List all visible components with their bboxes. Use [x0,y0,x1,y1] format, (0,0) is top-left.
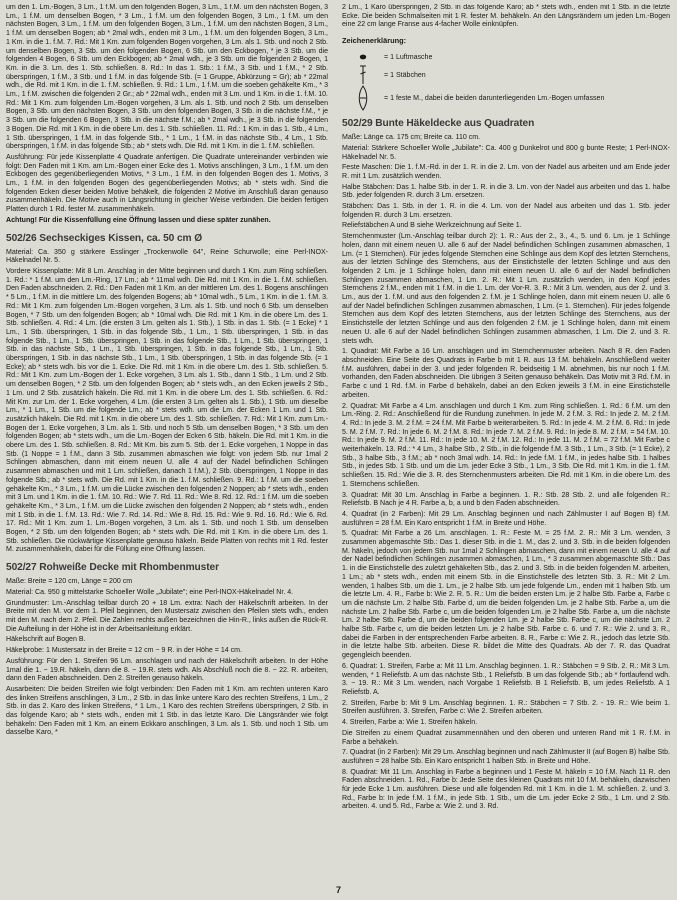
section-27-heading: 502/27 Rohweiße Decke mit Rhombenmuster [6,562,219,574]
s29-relief: Reliefstäbchen A und B siehe Werkzeichnung auf Seite 1. [342,222,522,230]
page-number: 7 [335,885,341,895]
legend-row-treble [342,65,670,85]
right-column [342,4,670,878]
s29-square-6-stripe-4: 4. Streifen, Farbe a: Wie 1. Streifen häkeln. [342,719,478,727]
dot-icon [342,49,384,65]
s26-material: Material: Ca. 350 g stärkere Esslinger „Trockenwolle 64", Reine Schurwolle; eine Perl-INOX-Häkelnadel Nr. 5. [6,248,328,265]
s29-star-pattern: Sternchenmuster (Lm.-Anschlag teilbar durch 2): 1. R.: Aus der 2., 3., 4., 5. und 6. Lm. je 1 Schlinge holen, dann mit einem neuen U. alle 6 auf der Nadel befindlichen Schlingen zusammen abmaschen, 1 Lm. (= 1 Sternchen). Für jedes folgende Sternchen eine Schlinge aus dem Kopf des letzten Sternchens, aus der letzten Schlinge des Sternchens, aus der Einstichstelle der letzten Schlinge und aus den folgenden 2 Lm. je 1 Schlinge holen, dann mit einem neuen U. alle 6 auf der Nadel befindlichen Schlingen zusammen abmaschen, 1 Lm. 2. R.: Mit 1 Lm. zusätzlich wenden, in den Kopf jedes Sternchens 2 f.M., enden mit 1 f.M. in die 1. Lm. der Vor-R. 3. R.: Mit 3 Lm. wenden, aus der 2. und 3. Lm., aus der 1. f.M. und aus den folgenden 2. f.M. je 1 Schlinge holen, dann mit einem neuen U. alle 6 auf der Nadel befindlichen Schlingen zusammen abmaschen, 1 Lm. (= 1. Sternchen). Für jedes folgende Sternchen aus dem Kopf des letzten Sternchens, aus der letzten Schlinge des Sternchens, aus der Einstichstelle der letzten Schlinge und aus den folgenden 2 f.M. je 1 Schlinge holen, dann mit einem neuen U. alle 6 auf der Nadel befindlichen Schlingen zusammen abmaschen, 1 Lm. Die 2. und 3. R. stets wdh. [342,233,670,345]
s29-square-3: 3. Quadrat: Mit 30 Lm. Anschlag in Farbe a beginnen. 1. R.: Stb. 28 Stb. 2. und alle folgenden R.: Reliefstb. B Nach je 4 R. Farbe a, b, a und b den Faden abschneiden. [342,491,670,508]
s29-material: Material: Stärkere Schoeller Wolle „Jubilate": Ca. 400 g Dunkelrot und 800 g bunte Reste; 1 Perl-INOX-Häkelnadel Nr. 5. [342,144,670,161]
s29-single-crochet: Feste Maschen: Die 1. f.M.-Rd. in der 1. R. in die 2. Lm. von der Nadel aus arbeiten und am Ende jeder R. mit 1 Lm. zusätzlich wenden. [342,164,670,180]
legend-row-loop [342,85,670,111]
s29-dimensions: Maße: Länge ca. 175 cm; Breite ca. 110 cm. [342,134,481,142]
s29-square-8: 8. Quadrat: Mit 11 Lm. Anschlag in Farbe a beginnen und 1 Feste M. häkeln = 10 f.M. Nach 11 R. den Faden abschneiden. 1. Rd., Farbe b: Jede Seite des kleinen Quadrats mit 10 f.M. behäkeln, dazwischen für jede Ecke 1 Lm. ausführen. Diese und alle folgenden Rd. mit 1 Km. in die 1. M. schließen. 2. und 3. Rd., Farbe b: In jede f.M. 1 f.M., in jede Stb. 1 Stb., um die Lm. jeder Ecke 2 Stb., 1 Lm. und 2 Stb. arbeiten. 4. und 5. Rd., Farbe a: Wie 2. und 3. Rd. [342,768,670,811]
s26-instructions: Vordere Kissenplatte: Mit 8 Lm. Anschlag in der Mitte beginnen und durch 1 Km. zum Ring schließen. 1. Rd.: * 1 f.M. um den Lm.-Ring, 17 Lm.; ab * 11mal wdh. Die Rd. mit 1 Km. in die 1. f.M. schließen. Den Faden abschneiden. 2. Rd.: Den Faden mit 1 Km. an der mittleren Lm. des 1. Bogens anschlingen * 5 Lm., 1 f.M. in die mittlere Lm. des folgenden Bogens; ab * 10mal wdh., 5 Lm., 1 Km. in die 1. f.M. 3. Rd.: Mit 1 Km. zum folgenden Lm.-Bogen vorgehen, 3 Lm. als 1. Stb. und noch 6 Stb. um denselben Bogen, * 7 Stb. um den folgenden Bogen; ab * 10mal wdh. Die Rd. mit 1 Km. in die obere Lm. des 1. Stb. schließen. 4. Rd.: 4 Lm. (die ersten 3 Lm. gelten als 1. Stb.), 1 Stb. in das 1. Stb. (= 1 Ecke) * 1 Lm., 1 Stb. überspringen, 1 Stb. in das folgende Stb., 1 Lm., 1 Stb. überspringen, 1 Stb. in das folgende Stb., 1 Lm., 1 Stb. überspringen, 1 Stb. in das folgende Stb., 1 Lm., 1 Stb. überspringen, 1 Stb. in das nächste Stb., 1 Lm., 1 Stb. überspringen, 1 Stb. in das folgende Stb., 1 Lm., 1 Stb. überspringen, 1 Stb. in das nächste Stb., 1 Lm., 1 Stb. überspringen, 1 Stb. in das folgende Stb. (= 1 Ecke); ab * stets wdh. bis vor die 1. Ecke. Die Rd. mit 1 Km. in die obere Lm. des 1. Stb. schließen. 5. Rd.: Mit 1 Km. zum Lm.-Bogen der 1. Ecke vorgehen, 3 Lm. als 1. Stb., dann 1 Stb., 1 Lm. und 2 Stb. um denselben Bogen, * 2 Stb. um den folgenden Bogen; ab * stets wdh., an den Ecken jeweils 2 Stb., 1 Lm. und 2 Stb. zusätzlich häkeln. Die Rd. mit 1 Km. in die obere Lm. des 1. Stb. schließen. 6. Rd.: Mit Km. zur Lm. der 1. Ecke vorgehen, 4 Lm. (die ersten 3 Lm. gelten als 1. Stb.), 1 Stb. um dieselbe Lm., * 1 Lm., 1 Stb. um die folgende Lm.; ab * stets wdh. um die Lm. der Ecken 1 Lm. und 1 Stb. zusätzlich häkeln. Die Rd. mit 1 Km. in die obere Lm. des 1. Stb. schließen. 7. Rd.: Mit 1 Km. zum Lm.-Bogen der 1. Ecke vorgehen, 3 Lm. als 1. Stb. und noch 5 Stb. um denselben Bogen, * 3 Stb. um den folgenden Bogen; ab * stets wdh., um die Lm.-Bogen der Ecken 6 Stb. häkeln. Die Rd. mit 1 Km. in die obere Lm. des 1. Stb. schließen. 8. Rd.: Mit Km. bis zum 5. Stb. der 1. Ecke vorgehen, 1 Noppe in das Stb. (1 Noppe = 1 f.M., dann 3 Stb. zusammen abmaschen wie folgt: von jedem Stb. nur 1mal 2 Schlingen abmaschen, dann mit einem neuen U. alle 4 auf der Nadel befindlichen Schlingen zusammen abmaschen und mit 1 Lm. schließen, danach 1 f.M.), 2 Stb. überspringen, 1 Noppe in das folgende Stb.; ab * stets wdh. Die Rd. mit 1 Km. in die 1. f.M. schließen. 9. Rd.: 1 f.M. um die soeben gehäkelte Km., * 3 Lm., 1 f.M. um die Lücke zwischen den folgenden 2 Noppen; ab * stets wdh., enden mit 3 Lm. und 1 Km. in die 1. f.M. 10. Rd.: Wie 7. Rd. 11. Rd.: Wie 8. Rd. 12. Rd.: 1 f.M. um die soeben gehäkelte Km., * 3 Lm., 1 f.M. um die Lücke zwischen den folgenden 2 Noppen; ab * stets wdh., enden mit 1 Stb. in die 1. f.M. 13. Rd.: Wie 7. Rd. 14. Rd.: Wie 8. Rd. 15. Rd.: Wie 9. Rd. 16. Rd.: Wie 6. Rd. 17. Rd.: Mit 1 Km. zum 1. Lm.-Bogen vorgehen, 3 Lm. als 1. Stb. und noch 1 Stb. um denselben Bogen, * 2 Stb. um den folgenden Bogen; ab * stets wdh. Die Rd. mit 1 Km. in die obere Lm. des 1. Stb. schließen. Die rückwärtige Kissenplatte genauso häkeln. Beide Platten von rechts mit 1 Rd. fester M. zusammenhäkeln, dabei für die Füllung eine Öffnung lassen. [6,267,328,554]
s27-finishing: Ausarbeiten: Die beiden Streifen wie folgt verbinden: Den Faden mit 1 Km. am rechten unteren Karo des linken Streifens anschlingen, 3 Lm., 2 Stb. in das linke untere Karo des rechten Streifens, 1 Lm., 2 Stb. in das 2. Karo des linken Streifens, * 1 Lm., 1 Karo des rechten Streifens überspringen, 2 Stb. in das folgende Karo; ab * stets wdh., enden mit 1 Stb. in das letzte Karo. Die Längsränder wie folgt behäkeln: Den Faden mit 1 Km. an einem Eckkaro anschlingen, 3 Lm. als 1. Stb. und noch 1 Stb. um dasselbe Karo, * [6,685,328,737]
s27-chart-ref: Häkelschrift auf Bogen B. [6,636,86,644]
legend [342,36,670,111]
s27-pattern: Grundmuster: Lm.-Anschlag teilbar durch 20 + 18 Lm. extra: Nach der Häkelschrift arbeiten. In der Breite mit den M. vor dem 1. Pfeil beginnen, den Mustersatz zwischen den Pfeilen stets wdh., enden mit den M. nach dem 2. Pfeil. Die Zahlen rechts außen bezeichnen die Hin-R., links außen die Rück-R. Die Aufteilung in der Höhe ist in der Arbeitsanleitung erklärt. [6,599,328,633]
legend-label: = 1 Stäbchen [384,71,426,79]
s29-square-2: 2. Quadrat: Mit Farbe a 4 Lm. anschlagen und durch 1 Km. zum Ring schließen. 1. Rd.: 6 f.M. um den Lm.-Ring. 2. Rd.: Anschließend für die Rundung zunehmen. In jede M. 2 f.M. 3. Rd.: In jede 2. M. 2 f.M. 4. Rd.: In jede 3. M. 2 f.M. = 24 f.M. Mit Farbe b weiterarbeiten. 5. Rd.: In jede 4. M. 2 f.M. 6. Rd.: In jede 5. M. 2 f.M. 7. Rd.: In jede 6. M. 2 f.M. 8. Rd.: In jede 7. M. 2 f.M. 9. Rd.: In jede 8. M. 2 f.M. = 54 f.M. 10. Rd.: In jede 9. M. 2 f.M. 11. Rd.: In jede 10. M. 2 f.M. 12. Rd.: In jede 11. M. 2 f.M. = 72 f.M. Mit Farbe c weiterhäkeln. 13. Rd.: * 4 Lm., 3 halbe Stb., 2 Stb., in die folgende f.M. 3 Stb., 1 Lm., 3 Stb. (= 1 Ecke), 2 Stb., 3 halbe Stb., 3 f.M.; ab * noch 3mal wdh. 14. Rd.: In jede f.M. 1 f.M., in jedes halbe Stb. 1 halbes Stb., in jedes Stb. 1 Stb. und um die Lm. jeder Ecke 3 Stb., 1 Lm., 3 Stb. Die Rd. mit 1 Km. in die 1. f.M. schließen. 15. Rd.: Wie die 3. R. des Sternchenmusters arbeiten. Die Rd. mit 1 Km. in die obere Lm. des 1. Sternchens schließen. [342,402,670,488]
s27-execution: Ausführung: Für den 1. Streifen 96 Lm. anschlagen und nach der Häkelschrift arbeiten. In der Höhe 1mal die 1. − 19.R. häkeln, dann die 8. − 19.R. stets wdh. Als Abschluß noch die 8. − 22. R. arbeiten, dann den Faden abschneiden. Den 2. Streifen genauso häkeln. [6,657,328,683]
loop-stitch-icon [342,90,384,106]
right-intro-paragraph: 2 Lm., 1 Karo überspringen, 2 Stb. in das folgende Karo; ab * stets wdh., enden mit 1 Stb. in die letzte Ecke. Die beiden Schmalseiten mit 1 R. fester M. behäkeln. An den Längsrändern um jeden Lm.-Bogen eine 22 cm lange Franse aus 4-facher Wolle einknüpfen. [342,4,670,29]
intro-paragraph-2: Ausführung: Für jede Kissenplatte 4 Quadrate anfertigen. Die Quadrate untereinander verbinden wie folgt: Den Faden mit 1 Km. am Lm.-Bogen einer Ecke des 1. Motivs anschlingen, 3 Lm., 1 f.M. um den Eckbogen des gegenüberliegenden Motivs, * 3 Lm., 1 f.M. in den folgenden Bogen des 1. Motivs, 3 Lm., 1 f.M. in den folgenden Bogen des gegenüberliegenden Motivs; ab * stets wdh. Sind die folgenden Ecken dieser beiden Motive behäkelt, die folgenden 2 Motive im Anschluß daran genauso zusammenhäkeln. Die Motive auch in Längsrichtung in gleicher Weise verbinden. Die beiden fertigen Platten durch 1 Rd. fester M. zusammenhäkeln. [6,153,328,214]
section-26-heading: 502/26 Sechseckiges Kissen, ca. 50 cm Ø [6,232,203,244]
s29-square-1: 1. Quadrat: Mit Farbe a 16 Lm. anschlagen und im Sternchenmuster arbeiten. Nach 8 R. den Faden abschneiden. Eine Seite des Quadrats in Farbe b mit 1 R. aus 13 f.M. behäkeln. Anschließend weiter f.M. ausführen, dabei in der 3. und jeder folgenden R. beidseitig 1 M. abnehmen, bis nur noch 1 f.M. vorhanden, den Faden abschneiden. Die übrigen 3 Seiten genauso behäkeln. Das Motiv mit 3 Rd. f.M. in Farbe c und 1 Rd. f.M. in Farbe d behäkeln, dabei an den Ecken jeweils 3 f.M. in eine Einstichstelle arbeiten. [342,348,670,399]
treble-stitch-icon [342,67,384,83]
s29-square-6-stripe-2: 2. Streifen, Farbe b: Mit 9 Lm. Anschlag beginnen. 1. R.: Stäbchen = 7 Stb. 2. - 19. R.: Wie beim 1. Streifen ausführen. 3. Streifen, Farbe c: Wie 2. Streifen arbeiten. [342,699,670,716]
legend-label: = 1 Luftmasche [384,53,433,61]
s29-half-double: Halbe Stäbchen: Das 1. halbe Stb. in der 1. R. in die 3. Lm. von der Nadel aus arbeiten und das 1. halbe Stb. jeder folgenden R. durch 3 Lm. ersetzen. [342,183,670,200]
s27-dimensions: Maße: Breite = 120 cm, Länge = 200 cm [6,578,133,586]
s27-gauge: Häkelprobe: 1 Mustersatz in der Breite = 12 cm − 9 R. in der Höhe = 14 cm. [6,647,242,655]
s29-square-6: 6. Quadrat: 1. Streifen, Farbe a: Mit 11 Lm. Anschlag beginnen. 1. R.: Stäbchen = 9 Stb. 2. R.: Mit 3 Lm. wenden, * 1 Reliefstb. A um das nächste Stb., 1 Reliefstb. B um das folgende Stb.; ab * fortlaufend wdh. 3. − 19. R.: Mit 3 Lm. wenden, nach Vorgabe 1 Reliefstb. B 1 Reliefstb. B, um jedes Reliefstb. A 1 Reliefstb. A. [342,662,670,696]
left-column [6,4,328,878]
legend-label: = 1 feste M., dabei die beiden darunterliegenden Lm.-Bogen umfassen [384,94,605,102]
s29-square-6-join: Die Streifen zu einem Quadrat zusammennähen und den oberen und unteren Rand mit 1 R. f.M. in Farbe a behäkeln. [342,729,670,746]
s29-square-7: 7. Quadrat (in 2 Farben): Mit 29 Lm. Anschlag beginnen und nach Zählmuster II (auf Bogen B) halbe Stb. ausführen = 28 halbe Stb. Ein Karo entspricht 1 halben Stb. in Breite und Höhe. [342,749,670,765]
legend-row-chain [342,49,670,65]
s27-material: Material: Ca. 950 g mittelstarke Schoeller Wolle „Jubilate"; eine Perl-INOX-Häkelnadel Nr. 4. [6,588,294,596]
intro-paragraph-1: um den 1. Lm.-Bogen, 3 Lm., 1 f.M. um den folgenden Bogen, 3 Lm., 1 f.M. um den nächsten Bogen, 3 Lm., 1 f.M. um denselben Bogen, * 3 Lm., 1 f.M. um den folgenden Bogen, 3 Lm., 1 f.M. um den nächsten Bogen, 3 Lm., 1 f.M. um den folgenden Bogen, 3 Lm., 1 f.M. um den nächsten Bogen, 3 Lm., 1 f.M. um denselben Bogen; ab * 2mal wdh., enden mit 3 Lm., 1 f.M. um den folgenden Bogen, 3 Lm., 1 Km. in die 1. f.M. 7. Rd.: Mit 1 Km. zum folgenden Bogen vorgehen, 3 Lm. als 1. Stb. und noch 2 Stb. um denselben Bogen, 3 Stb. um den folgenden Bogen, 6 Stb. um den Eckbogen, * je 3 Stb. um die folgenden 4 Bogen, 6 Stb. um den Eckbogen; ab * 2mal wdh., je 3 Stb. um die folgenden 2 Bogen, 1 Km. in die 3. Lm. des 1. Stb. schließen. 8. Rd.: In das 1. Stb.: 1 f.M., 3 Stb. und 1 f.M., * 2 Stb. überspringen, 1 f.M., 3 Stb. und 1 f.M. in das folgende Stb. (= 1 Gruppe, Abkürzung = Gr); ab * 22mal wdh., die Rd. mit 1 Km. in die 1. f.M. schließen. 9. Rd.: 1 Lm., 1 f.M. um die soeben gehäkelte Km., * 3 Lm., 1 f.M. zwischen die folgenden 2 Gr.; ab * 22mal wdh., enden mit 3 Lm. und 1 Km. in die 1. f.M. 10. Rd.: Mit 1 Km. zum folgenden Lm.-Bogen vorgehen, 3 Lm. als 1. Stb. und noch 2 Stb. um denselben Bogen, 3 Stb. um den nächsten Bogen, 3 Stb. um den folgenden Bogen, 3 Stb. in die nächste f.M., * je 3 Stb. um die folgenden 6 Bogen, 3 Stb. in die nächste f.M.; ab * 2mal wdh., je 3 Stb. in die folgenden 3 Bogen. Die Rd. mit 1 Km. in die obere Lm. des 1. Stb. schließen. 11. Rd.: 1 Km. in das 1. Stb., 4 Lm., 1 Stb. überspringen, 1 f.M. in das folgende Stb., * 1 Lm., 1 f.M. in das nächste Stb., 4 Lm., 1 Stb. überspringen, 1 f.M. in das folgende Stb.; ab * stets wdh. Die Rd. mit 1 Km. in die 1. f.M. schließen. [6,4,328,151]
s29-square-5: 5. Quadrat: Mit Farbe a 26 Lm. anschlagen. 1. R.: Feste M. = 25 f.M. 2. R.: Mit 3 Lm. wenden, 3 zusammen abgemaschte Stb.: Das 1. dieser Stb. in die 1. M., das 2. und 3. Stb. in die beiden folgenden M. häkeln, jedoch von jedem Stb. nur 1mal 2 Schlingen abmaschen, dann mit einem neuen U. alle 4 auf der Nadel befindlichen Schlingen zusammen abmaschen, 1 Lm., * 3 zusammen abgemaschte Stb.: Das 1. in die Einstichstelle des zuletzt gehäkelten Stb., das 2. und 3. Stb. in die beiden folgenden M. arbeiten, 1 Lm.; ab * stets wdh., enden mit einem Stb. in die Einstichstelle des letzten Stb. 3. R.: Mit 2 Lm. wenden, 1 halbes Stb. um die 1. Lm., je 2 halbe Stb. um jede folgende Lm., enden mit 1 halben Stb. um die letzte Lm. 4. R., Farbe b: Wie 2. R. 5. R.: Um die beiden ersten Lm. je 2 halbe Stb. Farbe a, Farbe c um die nächste Lm. 2 halbe Stb. Farbe d, um die beiden folgenden Lm. je 2 halbe Stb. Farbe a, um die nächste Lm. 2 halbe Stb. Farbe c, um die beiden folgenden Lm. je 2 halbe Stb. Farbe a, um die nächste Lm. 2 halbe Stb. Farbe d, um die beiden folgenden Lm. je 2 halbe Stb. Farbe c, um die nächste Lm. 2 halbe Stb. Farbe c, um die beiden letzten Lm. je 2 halbe Stb. Farbe c. 6. und 7. R.: Wie 2. und 3. R., dabei die Farben in der entsprechenden Farbe arbeiten. 8. R., Farbe c: Wie 2. R., jedoch das letzte Stb. in die letzte halbe Stb. arbeiten. Diese R. bildet die Mitte des Quadrats. Ab der 7. R. das Quadrat gegengleich beenden. [342,530,670,660]
s29-double: Stäbchen: Das 1. Stb. in der 1. R. in die 4. Lm. von der Nadel aus arbeiten und das 1. Stb. jeder folgenden R. durch 3 Lm. ersetzen. [342,203,670,219]
legend-title: Zeichenerklärung: [342,36,407,46]
intro-paragraph-3: Achtung! Für die Kissenfüllung eine Öffnung lassen und diese später zunähen. [6,216,271,224]
s29-square-4: 4. Quadrat (in 2 Farben): Mit 29 Lm. Anschlag beginnen und nach Zählmuster I auf Bogen B) f.M. ausführen = 28 f.M. Ein Karo entspricht 1 f.M. in Breite und Höhe. [342,510,670,527]
section-29-heading: 502/29 Bunte Häkeldecke aus Quadraten [342,118,535,130]
